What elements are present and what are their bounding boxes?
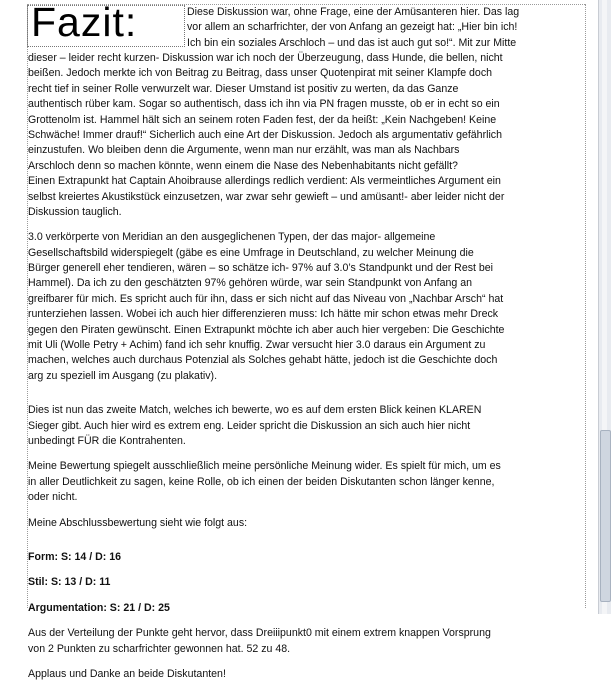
text-line: in aller Deutlichkeit zu sagen, keine Rolle, ob ich einen der beiden Diskutanten schon länger kenne, xyxy=(28,475,495,488)
paragraph-4 xyxy=(28,459,586,505)
score-stil: Stil: S: 13 / D: 11 xyxy=(28,576,111,589)
text-line: Grottenolm ist. Hammel hält sich an seinem roten Faden fest, der da heißt: „Kein Nachgeben! Keine xyxy=(28,113,497,126)
text-line: Hammel). Da ich zu den geschätzten 97% gehören würde, war sein Standpunkt von Anfang an xyxy=(28,277,473,290)
paragraph-spacing xyxy=(28,449,586,459)
result-paragraph xyxy=(28,626,586,657)
text-line: Arschloch denn so machen könnte, wenn einem die Nase des Nebenhabitants nicht gefällt? xyxy=(28,159,458,172)
text-line: Diskussion tauglich. xyxy=(28,205,122,218)
text-line: Dies ist nun das zweite Match, welches ich bewerte, wo es auf dem ersten Blick keinen KLAREN xyxy=(28,404,482,417)
headline: Fazit: xyxy=(31,0,138,45)
text-line: selbst kreiertes Akustikstück einzusetzen, war zwar sehr gewieft – und amüsant!- aber leider nicht der xyxy=(28,190,505,203)
text-line: vor allem an scharfrichter, der von Anfang an gezeigt hat: „Hier bin ich! xyxy=(187,21,518,34)
text-line: runterziehen lassen. Wobei ich auch hier differenzieren muss: Ich hätte mir schon etwas mehr Dreck xyxy=(28,308,499,321)
text-line: oder nicht. xyxy=(28,491,78,504)
text-line: greifbarer für mich. Es spricht auch für ihn, dass er sich nicht auf das Niveau von „Nachbar Arsch“ hat xyxy=(28,292,504,305)
paragraph-spacing xyxy=(28,531,586,550)
paragraph-spacing xyxy=(28,384,586,403)
text-line: Ich bin ein soziales Arschloch – und das ist auch gut so!“. Mit zur Mitte xyxy=(187,36,517,49)
text-line: Meine Bewertung spiegelt ausschließlich meine persönliche Meinung wider. Es spielt für mich, um es xyxy=(28,460,501,473)
text-line: unbedingt FÜR die Kontrahenten. xyxy=(28,434,186,447)
text-line: Bürger generell eher tendieren, wären – so schätze ich- 97% auf 3.0’s Standpunkt und der Rest bei xyxy=(28,262,494,275)
paragraph-spacing xyxy=(28,591,586,601)
text-line: mit Uli (Wolle Petry + Achim) fand ich sehr knuffig. Zwar versucht hier 3.0 daraus ein Argument zu xyxy=(28,339,486,352)
text-line: 3.0 verkörperte von Meridian an den ausgeglichenen Typen, der das major- allgemeine xyxy=(28,231,436,244)
score-form: Form: S: 14 / D: 16 xyxy=(28,550,122,563)
intro-paragraph[interactable] xyxy=(187,5,583,51)
text-line: beißen. Jedoch merkte ich von Beitrag zu Beitrag, dass unser Quotenpirat mit seiner Klampfe doch xyxy=(28,67,493,80)
text-line: Gesellschaftsbild widerspiegelt (gäbe es eine Umfrage in Deutschland, zu welcher Meinung die xyxy=(28,246,474,259)
text-line: machen, welches auch durchaus Potenzial als Solches gehabt hätte, jedoch ist die Geschichte doch xyxy=(28,354,498,367)
text-line: authentisch rüber kam. Sogar so authentisch, dass ich ihn via PN fragen musste, ob er in echt so ein xyxy=(28,98,500,111)
vertical-scrollbar[interactable] xyxy=(598,0,611,614)
text-line: Schwäche! Immer drauf!“ Sicherlich auch eine Art der Diskussion. Jedoch als argumentativ gefährlich xyxy=(28,128,502,141)
scrollbar-thumb[interactable] xyxy=(600,430,611,602)
text-line: dieser – leider recht kurzen- Diskussion war ich noch der Überzeugung, dass Hunde, die bellen, nicht xyxy=(28,52,503,64)
closing-line: Applaus und Danke an beide Diskutanten! xyxy=(28,667,226,680)
text-line: Sieger gibt. Auch hier wird es extrem eng. Leider spricht die Diskussion an sich auch hier nicht xyxy=(28,419,471,432)
paragraph-1 xyxy=(28,51,586,220)
paragraph-spacing xyxy=(28,657,586,667)
text-line: Aus der Verteilung der Punkte geht hervor, dass Dreiiipunkt0 mit einem extrem knappen Vorsprung xyxy=(28,627,491,640)
scores-intro: Meine Abschlussbewertung sieht wie folgt aus: xyxy=(28,516,248,529)
text-line: arg zu speziell im Ausgang (zu plakativ). xyxy=(28,369,218,382)
paragraph-2 xyxy=(28,230,586,384)
text-line: recht tief in seiner Rolle verwurzelt war. Dieser Umstand ist positiv zu werten, da das Ganze xyxy=(28,82,459,95)
text-line: von 2 Punkten zu scharfrichter gewonnen hat. 52 zu 48. xyxy=(28,642,291,655)
text-line: gegen den Piraten gewünscht. Einen Extrapunkt möchte ich aber auch hier vergeben: Die Geschichte xyxy=(28,323,505,336)
paragraph-spacing xyxy=(28,565,586,575)
paragraph-spacing xyxy=(28,506,586,516)
text-line: Diese Diskussion war, ohne Frage, eine der Amüsanteren hier. Das lag xyxy=(187,6,520,18)
score-argumentation: Argumentation: S: 21 / D: 25 xyxy=(28,601,170,614)
paragraph-spacing xyxy=(28,616,586,626)
paragraph-spacing xyxy=(28,220,586,230)
document-body[interactable] xyxy=(28,51,586,682)
text-line: einzustufen. Wo bleiben denn die Argumente, wenn man nur erzählt, was man als Nachbars xyxy=(28,144,460,157)
paragraph-3 xyxy=(28,403,586,449)
text-line: Einen Extrapunkt hat Captain Ahoibrause allerdings redlich verdient: Als vermeintliches Argument ein xyxy=(28,175,501,188)
